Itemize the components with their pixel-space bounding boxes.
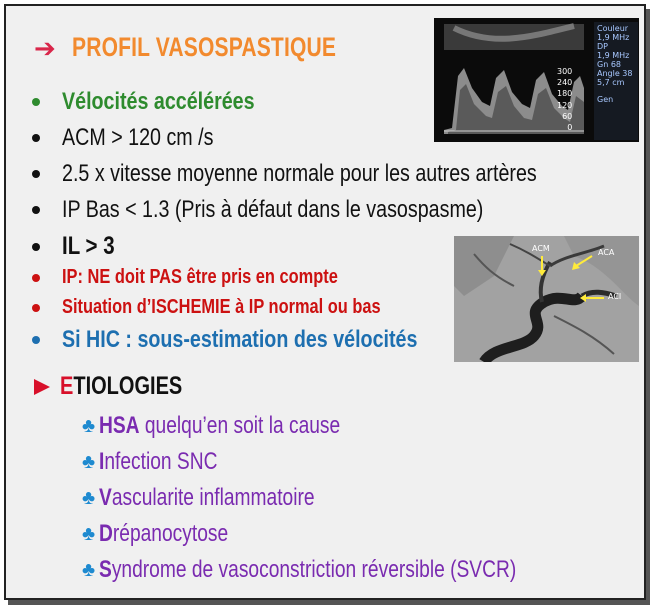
doppler-scale-value: 60: [562, 111, 573, 121]
bullet-text: IL > 3: [62, 232, 115, 260]
bullet-item: [32, 124, 247, 152]
bullet-dot-icon: [32, 304, 40, 312]
doppler-scale: [557, 66, 572, 133]
angio-label-acm: ACM: [532, 244, 550, 253]
angio-label-aci: ACI: [608, 292, 622, 301]
doppler-info-line: Couleur: [597, 24, 629, 33]
bullet-item: [32, 196, 576, 224]
doppler-scale-value: 180: [557, 89, 573, 99]
bullet-item: [32, 326, 495, 354]
bullet-item: [32, 266, 398, 289]
etiology-text: répanocytose: [113, 520, 229, 547]
right-arrow-icon: ➔: [34, 32, 56, 63]
bullet-text: IP: NE doit PAS être pris en compte: [62, 266, 338, 288]
etiology-item: [82, 520, 261, 548]
club-icon: ♣: [82, 451, 96, 473]
etiology-initial: V: [99, 484, 112, 511]
bullet-text: 2.5 x vitesse moyenne normale pour les autres artères: [62, 160, 537, 187]
etiologies-heading: [60, 372, 182, 401]
bullet-item: [32, 88, 297, 116]
triangle-pointer-icon: [34, 379, 50, 395]
etiology-initial: HSA: [99, 412, 140, 439]
club-icon: ♣: [82, 415, 96, 437]
etiologies-first-letter: E: [60, 372, 74, 400]
etiologies-heading-row: [34, 372, 213, 401]
etiology-item: [82, 484, 369, 512]
bullet-item: [32, 296, 451, 319]
bullet-text: ACM > 120 cm /s: [62, 124, 214, 151]
etiology-initial: S: [99, 556, 112, 583]
bullet-dot-icon: [32, 170, 40, 178]
club-icon: ♣: [82, 559, 96, 581]
slide: [4, 4, 646, 600]
etiology-text: ascularite inflammatoire: [111, 484, 315, 511]
etiology-text: nfection SNC: [104, 448, 218, 475]
etiology-text: yndrome de vasoconstriction réversible (SVCR): [111, 556, 517, 583]
bullet-text: Vélocités accélérées: [62, 88, 255, 115]
etiology-item: [82, 412, 401, 440]
angio-label-aca: ACA: [598, 248, 615, 257]
bullet-dot-icon: [32, 98, 40, 106]
etiology-item: [82, 448, 247, 476]
bullet-text: IP Bas < 1.3 (Pris à défaut dans le vasospasme): [62, 196, 484, 223]
etiology-initial: D: [99, 520, 113, 547]
slide-title: PROFIL VASOSPASTIQUE: [71, 32, 336, 62]
etiology-item: [82, 556, 621, 584]
bullet-item: [32, 160, 641, 188]
bullet-dot-icon: [32, 274, 40, 282]
doppler-spectrum-image: [434, 18, 639, 142]
bullet-dot-icon: [32, 243, 40, 251]
doppler-info-line: Angle 38: [597, 69, 633, 78]
etiologies-rest: TIOLOGIES: [73, 372, 183, 400]
bullet-dot-icon: [32, 206, 40, 214]
doppler-scale-value: 240: [557, 78, 573, 88]
bullet-item: [32, 232, 126, 261]
doppler-info-line: 1,9 MHz: [597, 51, 630, 60]
bullet-dot-icon: [32, 134, 40, 142]
club-icon: ♣: [82, 523, 96, 545]
doppler-scale-value: 0: [567, 123, 573, 133]
doppler-scale-value: 300: [557, 67, 573, 76]
doppler-info-line: Gn 68: [597, 60, 621, 69]
doppler-info-line: DP: [597, 42, 608, 51]
bullet-text: Si HIC : sous-estimation des vélocités: [62, 326, 418, 353]
doppler-info-line: 5,7 cm: [597, 78, 625, 87]
title-row: [34, 32, 410, 63]
etiology-text: quelqu’en soit la cause: [139, 412, 341, 439]
bullet-text: Situation d’ISCHEMIE à IP normal ou bas: [62, 296, 381, 318]
doppler-info-line: 1,9 MHz: [597, 33, 630, 42]
doppler-info: [597, 24, 633, 104]
club-icon: ♣: [82, 487, 96, 509]
doppler-scale-value: 120: [557, 100, 573, 110]
doppler-info-line: Gen: [597, 95, 614, 104]
etiology-initial: I: [99, 448, 105, 475]
bullet-dot-icon: [32, 336, 40, 344]
